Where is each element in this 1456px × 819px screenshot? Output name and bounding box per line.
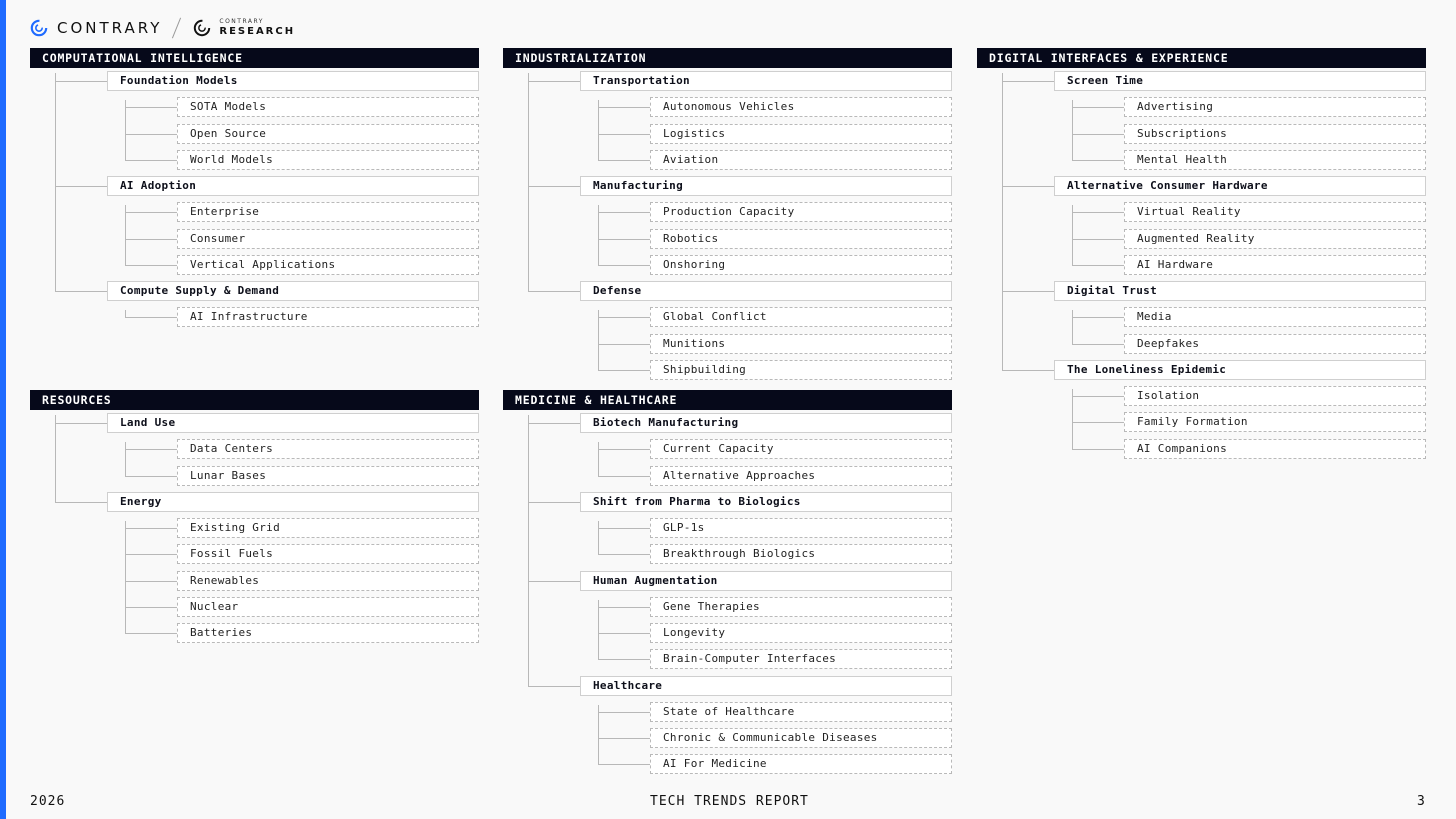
tree-trunk bbox=[1002, 73, 1003, 370]
tree-connector bbox=[125, 476, 177, 477]
category-defense: Defense bbox=[580, 281, 952, 301]
tree-connector bbox=[598, 607, 650, 608]
item-ai-for-medicine: AI For Medicine bbox=[650, 754, 952, 774]
tree-connector bbox=[1072, 344, 1124, 345]
tree-connector bbox=[598, 738, 650, 739]
category-human-augmentation: Human Augmentation bbox=[580, 571, 952, 591]
section-header: MEDICINE & HEALTHCARE bbox=[503, 390, 952, 410]
category-energy: Energy bbox=[107, 492, 479, 512]
item-gene-therapies: Gene Therapies bbox=[650, 597, 952, 617]
item-isolation: Isolation bbox=[1124, 386, 1426, 406]
tree-connector bbox=[598, 476, 650, 477]
tree-trunk bbox=[125, 100, 126, 160]
item-nuclear: Nuclear bbox=[177, 597, 479, 617]
tree-connector bbox=[1072, 239, 1124, 240]
category-foundation-models: Foundation Models bbox=[107, 71, 479, 91]
tree-connector bbox=[598, 160, 650, 161]
tree-connector bbox=[125, 265, 177, 266]
section-industrialization bbox=[503, 48, 952, 383]
category-shift-from-pharma-to-biologics: Shift from Pharma to Biologics bbox=[580, 492, 952, 512]
tree-connector bbox=[598, 633, 650, 634]
tree-connector bbox=[528, 423, 580, 424]
item-fossil-fuels: Fossil Fuels bbox=[177, 544, 479, 564]
tree-connector bbox=[528, 581, 580, 582]
item-state-of-healthcare: State of Healthcare bbox=[650, 702, 952, 722]
item-family-formation: Family Formation bbox=[1124, 412, 1426, 432]
tree-connector bbox=[125, 607, 177, 608]
tree-connector bbox=[598, 239, 650, 240]
tree-connector bbox=[598, 764, 650, 765]
tree-connector bbox=[1072, 212, 1124, 213]
item-alternative-approaches: Alternative Approaches bbox=[650, 466, 952, 486]
tree-connector bbox=[55, 502, 107, 503]
item-aviation: Aviation bbox=[650, 150, 952, 170]
item-current-capacity: Current Capacity bbox=[650, 439, 952, 459]
item-onshoring: Onshoring bbox=[650, 255, 952, 275]
tree-connector bbox=[125, 633, 177, 634]
item-brain-computer-interfaces: Brain-Computer Interfaces bbox=[650, 649, 952, 669]
tree-connector bbox=[125, 107, 177, 108]
tree-connector bbox=[598, 449, 650, 450]
item-virtual-reality: Virtual Reality bbox=[1124, 202, 1426, 222]
tree-connector bbox=[125, 581, 177, 582]
tree-trunk bbox=[1072, 100, 1073, 160]
tree-connector bbox=[528, 81, 580, 82]
item-lunar-bases: Lunar Bases bbox=[177, 466, 479, 486]
tree-trunk bbox=[1072, 310, 1073, 343]
tree-connector bbox=[55, 423, 107, 424]
item-shipbuilding: Shipbuilding bbox=[650, 360, 952, 380]
category-transportation: Transportation bbox=[580, 71, 952, 91]
tree-trunk bbox=[598, 100, 599, 160]
tree-trunk bbox=[55, 415, 56, 502]
left-accent-bar bbox=[0, 0, 6, 819]
tree-connector bbox=[598, 265, 650, 266]
tree-connector bbox=[125, 317, 177, 318]
tree-trunk bbox=[598, 310, 599, 370]
tree-connector bbox=[1072, 265, 1124, 266]
page-number: 3 bbox=[1417, 794, 1426, 809]
item-world-models: World Models bbox=[177, 150, 479, 170]
tree-trunk bbox=[528, 415, 529, 686]
item-breakthrough-biologics: Breakthrough Biologics bbox=[650, 544, 952, 564]
tree-connector bbox=[55, 81, 107, 82]
item-production-capacity: Production Capacity bbox=[650, 202, 952, 222]
tree-trunk bbox=[598, 705, 599, 765]
item-ai-infrastructure: AI Infrastructure bbox=[177, 307, 479, 327]
tree-trunk bbox=[125, 205, 126, 265]
tree-connector bbox=[1002, 291, 1054, 292]
tree-connector bbox=[598, 107, 650, 108]
category-screen-time: Screen Time bbox=[1054, 71, 1426, 91]
category-alternative-consumer-hardware: Alternative Consumer Hardware bbox=[1054, 176, 1426, 196]
tree-connector bbox=[125, 449, 177, 450]
tree-connector bbox=[125, 528, 177, 529]
category-biotech-manufacturing: Biotech Manufacturing bbox=[580, 413, 952, 433]
section-computational-intelligence bbox=[30, 48, 479, 331]
section-header: INDUSTRIALIZATION bbox=[503, 48, 952, 68]
tree-trunk bbox=[598, 205, 599, 265]
item-sota-models: SOTA Models bbox=[177, 97, 479, 117]
category-land-use: Land Use bbox=[107, 413, 479, 433]
item-advertising: Advertising bbox=[1124, 97, 1426, 117]
category-compute-supply-demand: Compute Supply & Demand bbox=[107, 281, 479, 301]
header-divider bbox=[172, 18, 181, 39]
tree-connector bbox=[528, 686, 580, 687]
tree-connector bbox=[1072, 449, 1124, 450]
tree-trunk bbox=[598, 521, 599, 554]
tree-connector bbox=[1002, 81, 1054, 82]
item-ai-hardware: AI Hardware bbox=[1124, 255, 1426, 275]
tree-connector bbox=[1002, 186, 1054, 187]
tree-connector bbox=[125, 160, 177, 161]
item-batteries: Batteries bbox=[177, 623, 479, 643]
item-renewables: Renewables bbox=[177, 571, 479, 591]
section-header: COMPUTATIONAL INTELLIGENCE bbox=[30, 48, 479, 68]
item-data-centers: Data Centers bbox=[177, 439, 479, 459]
item-augmented-reality: Augmented Reality bbox=[1124, 229, 1426, 249]
item-autonomous-vehicles: Autonomous Vehicles bbox=[650, 97, 952, 117]
category-manufacturing: Manufacturing bbox=[580, 176, 952, 196]
tree-trunk bbox=[1072, 205, 1073, 265]
item-global-conflict: Global Conflict bbox=[650, 307, 952, 327]
research-wordmark bbox=[219, 19, 295, 37]
tree-connector bbox=[1002, 370, 1054, 371]
item-media: Media bbox=[1124, 307, 1426, 327]
tree-connector bbox=[1072, 396, 1124, 397]
item-deepfakes: Deepfakes bbox=[1124, 334, 1426, 354]
tree-connector bbox=[598, 659, 650, 660]
tree-connector bbox=[598, 370, 650, 371]
item-ai-companions: AI Companions bbox=[1124, 439, 1426, 459]
section-header: DIGITAL INTERFACES & EXPERIENCE bbox=[977, 48, 1426, 68]
tree-connector bbox=[598, 317, 650, 318]
item-enterprise: Enterprise bbox=[177, 202, 479, 222]
footer-title: TECH TRENDS REPORT bbox=[650, 794, 809, 809]
research-wordmark-top: CONTRARY bbox=[219, 18, 264, 25]
section-resources bbox=[30, 390, 479, 646]
tree-trunk bbox=[1072, 389, 1073, 449]
footer-year: 2026 bbox=[30, 794, 66, 809]
item-munitions: Munitions bbox=[650, 334, 952, 354]
tree-connector bbox=[1072, 107, 1124, 108]
contrary-research-logo-icon bbox=[193, 19, 211, 37]
item-glp-1s: GLP-1s bbox=[650, 518, 952, 538]
tree-connector bbox=[528, 502, 580, 503]
item-subscriptions: Subscriptions bbox=[1124, 124, 1426, 144]
tree-connector bbox=[125, 134, 177, 135]
tree-connector bbox=[1072, 422, 1124, 423]
tree-connector bbox=[598, 554, 650, 555]
tree-connector bbox=[125, 239, 177, 240]
research-wordmark-bottom: RESEARCH bbox=[219, 26, 296, 37]
tree-connector bbox=[55, 291, 107, 292]
section-header: RESOURCES bbox=[30, 390, 479, 410]
tree-trunk bbox=[125, 310, 126, 317]
tree-trunk bbox=[528, 73, 529, 291]
contrary-logo-icon bbox=[30, 19, 48, 37]
tree-trunk bbox=[598, 442, 599, 475]
category-ai-adoption: AI Adoption bbox=[107, 176, 479, 196]
tree-trunk bbox=[125, 521, 126, 633]
tree-connector bbox=[55, 186, 107, 187]
item-mental-health: Mental Health bbox=[1124, 150, 1426, 170]
item-chronic-communicable-diseases: Chronic & Communicable Diseases bbox=[650, 728, 952, 748]
tree-connector bbox=[1072, 160, 1124, 161]
tree-connector bbox=[598, 212, 650, 213]
tree-connector bbox=[125, 212, 177, 213]
item-consumer: Consumer bbox=[177, 229, 479, 249]
item-vertical-applications: Vertical Applications bbox=[177, 255, 479, 275]
tree-connector bbox=[528, 186, 580, 187]
item-existing-grid: Existing Grid bbox=[177, 518, 479, 538]
tree-connector bbox=[598, 712, 650, 713]
tree-connector bbox=[598, 134, 650, 135]
tree-trunk bbox=[598, 600, 599, 660]
tree-trunk bbox=[125, 442, 126, 475]
tree-connector bbox=[598, 344, 650, 345]
item-open-source: Open Source bbox=[177, 124, 479, 144]
tree-connector bbox=[528, 291, 580, 292]
section-digital-interfaces-experience bbox=[977, 48, 1426, 462]
item-robotics: Robotics bbox=[650, 229, 952, 249]
tree-connector bbox=[125, 554, 177, 555]
brand-name: CONTRARY bbox=[57, 19, 163, 37]
category-healthcare: Healthcare bbox=[580, 676, 952, 696]
logo-header bbox=[30, 16, 295, 40]
category-digital-trust: Digital Trust bbox=[1054, 281, 1426, 301]
section-medicine-healthcare bbox=[503, 390, 952, 778]
category-the-loneliness-epidemic: The Loneliness Epidemic bbox=[1054, 360, 1426, 380]
item-logistics: Logistics bbox=[650, 124, 952, 144]
tree-connector bbox=[598, 528, 650, 529]
item-longevity: Longevity bbox=[650, 623, 952, 643]
tree-connector bbox=[1072, 317, 1124, 318]
tree-connector bbox=[1072, 134, 1124, 135]
tree-trunk bbox=[55, 73, 56, 291]
